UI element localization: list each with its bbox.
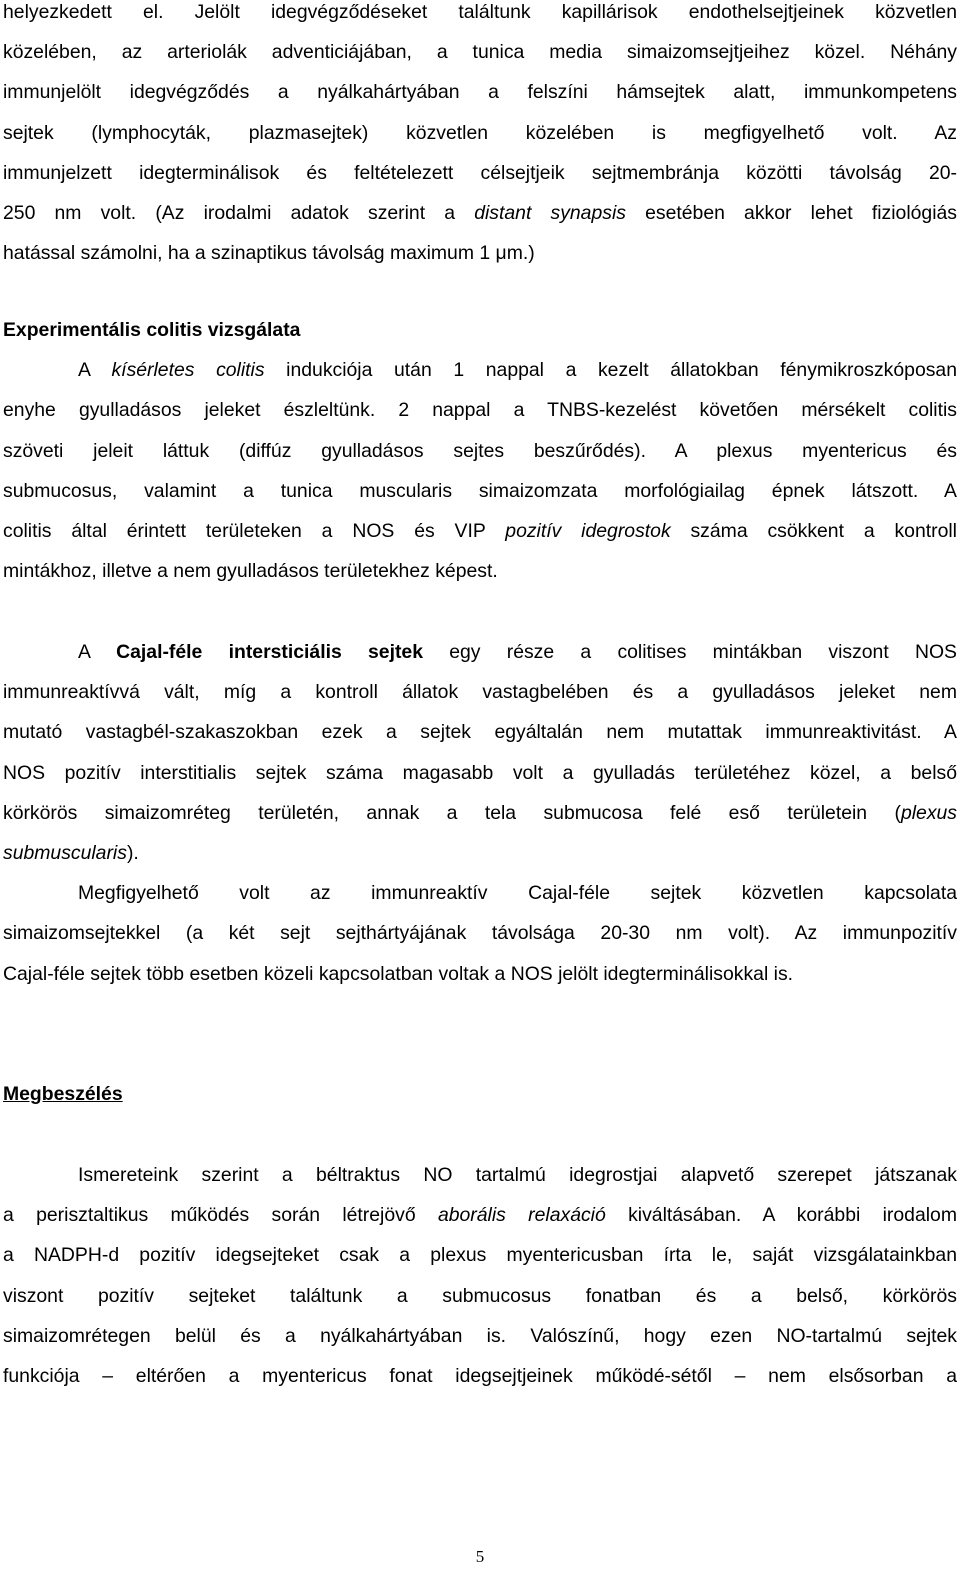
- text-line: Cajal-féle sejtek több esetben közeli kapcsolatban voltak a NOS jelölt idegterminálisokkal is.: [3, 962, 794, 985]
- italic-term: aborális relaxáció: [437, 1204, 606, 1227]
- text-segment: száma csökkent a kontroll: [670, 519, 957, 542]
- text-line: simaizomsejtekkel (a két sejt sejthártyájának távolsága 20-30 nm volt). Az immunpozitív: [3, 922, 957, 945]
- text-line: submucosus, valamint a tunica muscularis simaizomzata morfológiailag épnek látszott. A: [3, 479, 957, 502]
- text-line: [3, 1195, 957, 1235]
- text-segment: A: [78, 641, 117, 663]
- text-segment: ).: [126, 841, 139, 864]
- text-line: enyhe gyulladásos jeleket észleltünk. 2 nappal a TNBS-kezelést követően mérsékelt colitis: [3, 399, 957, 422]
- text-segment: egy része a colitises mintákban viszont NOS: [422, 641, 957, 663]
- text-line: Megfigyelhető volt az immunreaktív Cajal-féle sejtek közvetlen kapcsolata: [78, 882, 957, 905]
- text-line: immunreaktívvá vált, míg a kontroll állatok vastagbelében és a gyulladásos jeleket nem: [3, 681, 957, 704]
- text-line: szöveti jeleit láttuk (diffúz gyulladásos sejtes beszűrődés). A plexus myentericus és: [3, 439, 957, 462]
- text-line: a NADPH-d pozitív idegsejteket csak a plexus myentericusban írta le, saját vizsgálatainkban: [3, 1244, 957, 1267]
- section-heading: Megbeszélés: [3, 1083, 123, 1105]
- discussion-paragraph: [3, 1155, 957, 1396]
- italic-term: pozitív idegrostok: [505, 519, 671, 542]
- text-segment: 250 nm volt. (Az irodalmi adatok szerint a: [3, 201, 475, 224]
- text-line: [3, 793, 957, 833]
- text-line: funkciója – eltérően a myentericus fonat idegsejtjeinek működé-sétől – nem elsősorban a: [3, 1364, 957, 1387]
- text-line: Ismereteink szerint a béltraktus NO tartalmú idegrostjai alapvető szerepet játszanak: [78, 1164, 957, 1186]
- section-experimental-colitis: [3, 310, 957, 591]
- text-line: [3, 511, 957, 551]
- text-line: [3, 350, 957, 390]
- text-line: hatással számolni, ha a szinaptikus távolság maximum 1 μm.): [3, 242, 535, 265]
- text-segment: kiváltásában. A korábbi irodalom: [605, 1204, 957, 1227]
- italic-term: distant synapsis: [474, 201, 626, 224]
- text-segment: körkörös simaizomréteg területén, annak a tela submucosa felé eső területein (: [3, 801, 901, 824]
- section-discussion: [3, 1074, 957, 1114]
- italic-term: submuscularis: [3, 841, 127, 864]
- text-line: helyezkedett el. Jelölt idegvégződéseket találtunk kapillárisok endothelsejtjeinek közvetlen: [3, 1, 957, 23]
- text-segment: A: [78, 359, 112, 382]
- text-line: viszont pozitív sejteket találtunk a submucosus fonatban és a belső, körkörös: [3, 1284, 957, 1307]
- text-line: immunjelölt idegvégződés a nyálkahártyában a felszíni hámsejtek alatt, immunkompetens: [3, 81, 957, 104]
- text-segment: indukciója után 1 nappal a kezelt állatokban fénymikroszkóposan: [264, 359, 957, 382]
- text-line: sejtek (lymphocyták, plazmasejtek) közvetlen közelében is megfigyelhető volt. Az: [3, 121, 957, 144]
- italic-term: plexus: [900, 801, 957, 824]
- text-segment: colitis által érintett területeken a NOS és VIP: [3, 519, 506, 542]
- italic-term: kísérletes colitis: [111, 359, 265, 382]
- text-segment: esetében akkor lehet fiziológiás: [625, 201, 957, 224]
- text-line: immunjelzett idegterminálisok és feltételezett célsejtjeik sejtmembránja közötti távolság 20-: [3, 161, 957, 184]
- text-line: simaizomrétegen belül és a nyálkahártyában is. Valószínű, hogy ezen NO-tartalmú sejtek: [3, 1324, 957, 1347]
- page-number: 5: [475, 1547, 485, 1566]
- text-line: mutató vastagbél-szakaszokban ezek a sejtek egyáltalán nem mutattak immunreaktivitást. A: [3, 721, 957, 744]
- text-line: [3, 632, 957, 672]
- text-line: közelében, az arteriolák adventiciájában, a tunica media simaizomsejtjeihez közel. Néhány: [3, 41, 957, 64]
- intro-paragraph: [3, 0, 957, 273]
- text-line: NOS pozitív interstitialis sejtek száma magasabb volt a gyulladás területéhez közel, a belső: [3, 761, 957, 784]
- text-line: [3, 193, 957, 233]
- text-segment: a perisztaltikus működés során létrejövő: [3, 1204, 438, 1227]
- text-line: mintákhoz, illetve a nem gyulladásos területekhez képest.: [3, 560, 498, 583]
- section-heading: Experimentális colitis vizsgálata: [3, 319, 301, 341]
- bold-term: Cajal-féle intersticiális sejtek: [116, 641, 423, 663]
- text-line: [3, 833, 957, 873]
- section-cajal-cells: [3, 632, 957, 994]
